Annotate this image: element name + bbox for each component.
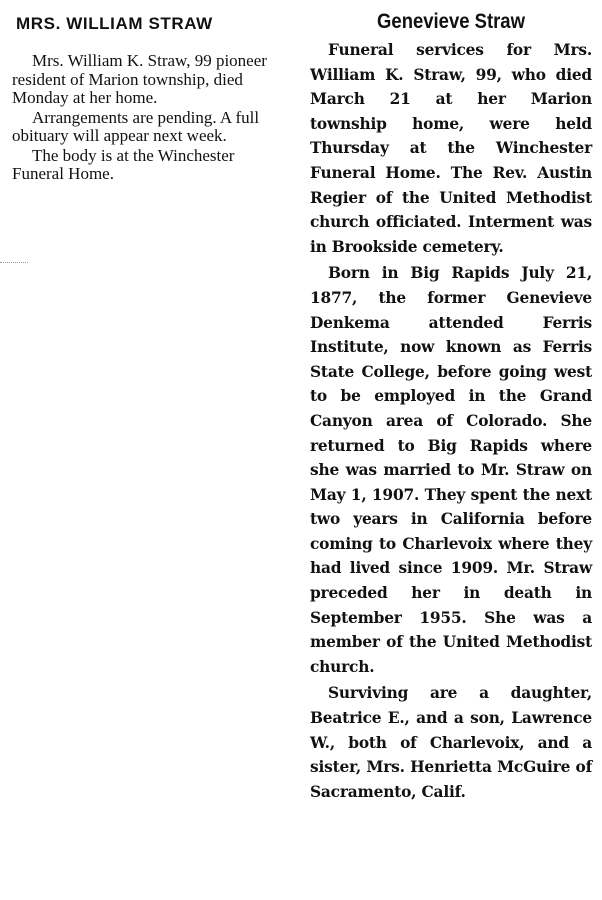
notice-headline: MRS. WILLIAM STRAW [16, 14, 213, 33]
short-obituary-notice [12, 14, 287, 184]
full-obituary-article [310, 10, 592, 804]
obituary-headline: Genevieve Straw [377, 10, 525, 33]
obituary-paragraph-biography: Born in Big Rapids July 21, 1877, the former Genevieve Denkema attended Ferris Institute, now known as Ferris State College, before going west to be employed in the Grand Canyon area of Colorado. She returned to Big Rapids where she was married to Mr. Straw on May 1, 1907. They spent the next two years in California before coming to Charlevoix where they had lived since 1909. Mr. Straw preceded her in death in September 1955. She was a member of the United Methodist church. [310, 264, 592, 676]
notice-paragraph-death: Mrs. William K. Straw, 99 pioneer resident of Marion township, died Monday at her home. [12, 51, 267, 107]
notice-paragraph-body-location: The body is at the Winchester Funeral Home. [12, 145, 235, 183]
obituary-paragraph-survivors: Surviving are a daughter, Beatrice E., and a son, Lawrence W., both of Charlevoix, and a sister, Mrs. Henrietta McGuire of Sacramento, Calif. [310, 684, 592, 801]
notice-paragraph-arrangements: Arrangements are pending. A full obituary will appear next week. [12, 107, 260, 145]
clipping-edge-divider [0, 262, 28, 263]
obituary-paragraph-funeral: Funeral services for Mrs. William K. Straw, 99, who died March 21 at her Marion township home, were held Thursday at the Winchester Funeral Home. The Rev. Austin Regier of the United Methodist church officiated. Interment was in Brookside cemetery. [310, 41, 592, 256]
